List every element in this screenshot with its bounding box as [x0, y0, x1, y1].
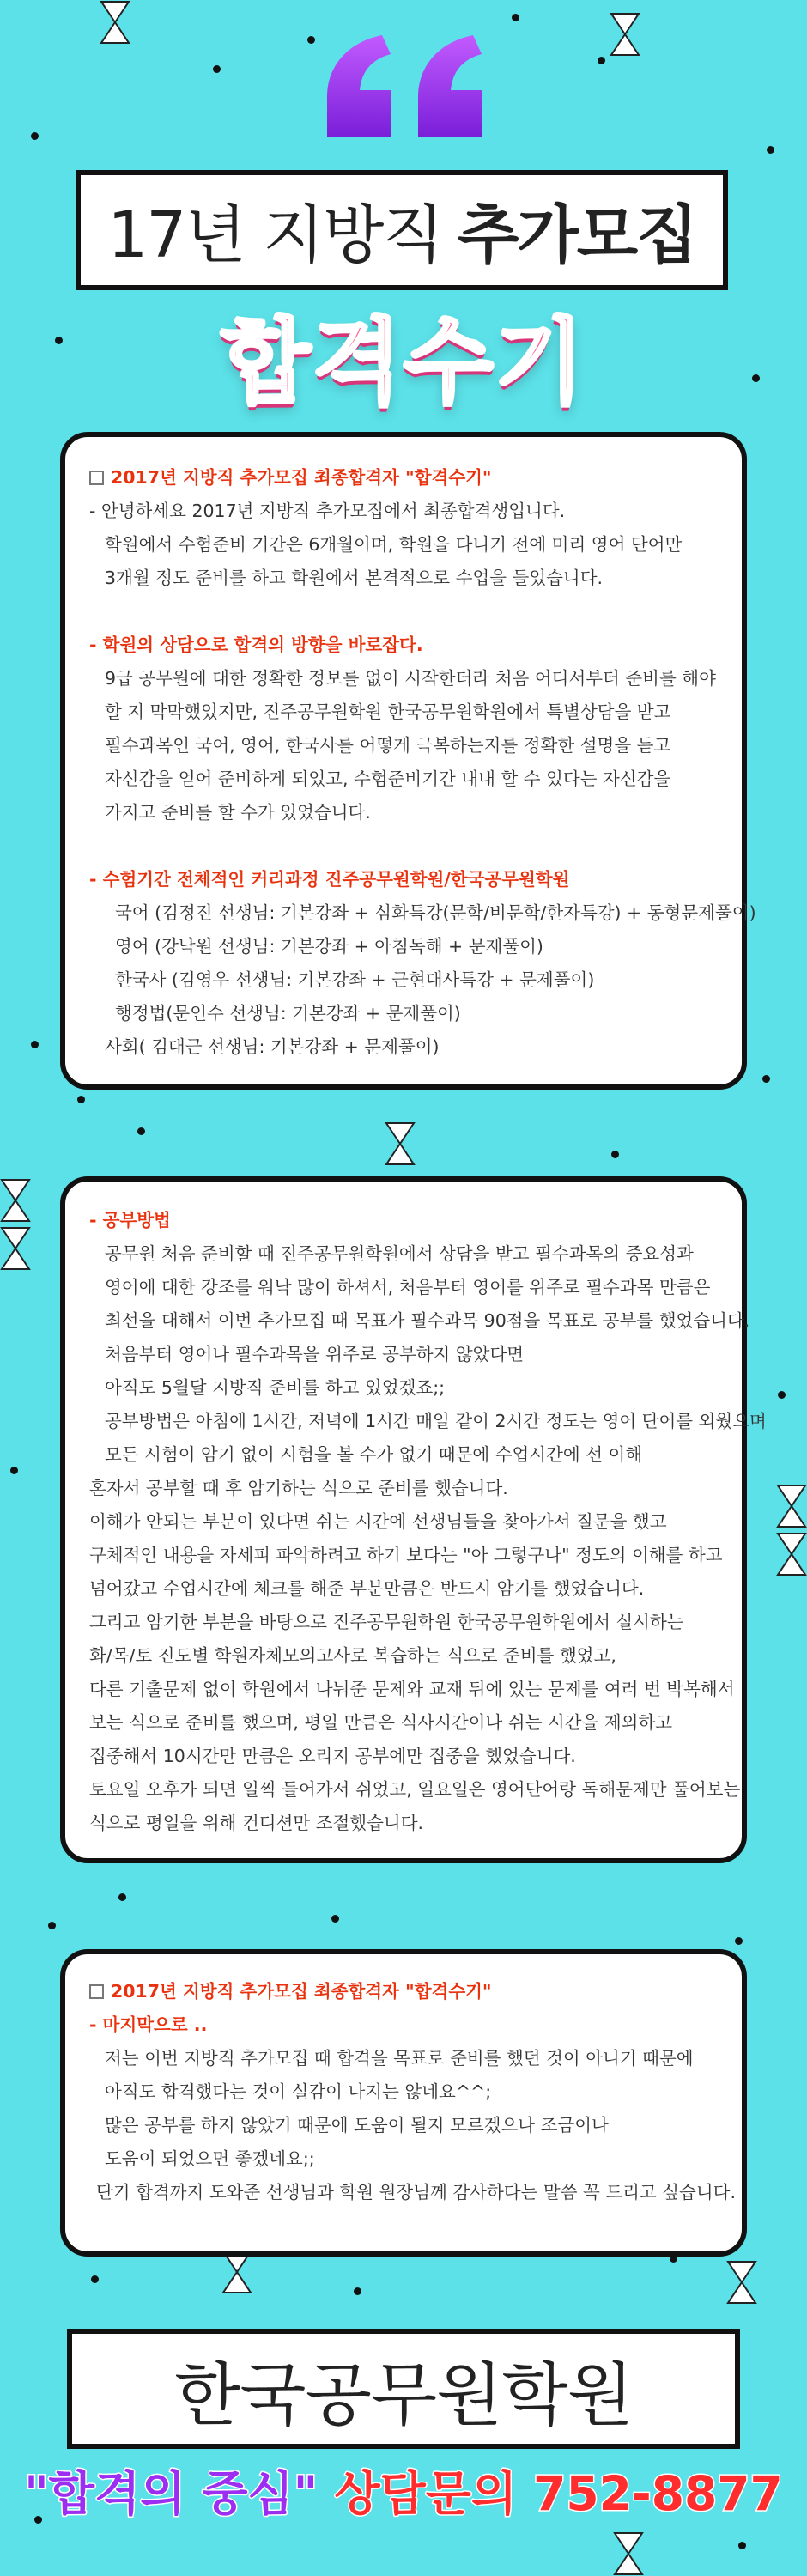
decor-dot [767, 146, 774, 154]
card-heading-text: 2017년 지방직 추가모집 최종합격자 "합격수기" [111, 467, 492, 488]
method-line: 공무원 처음 준비할 때 진주공무원학원에서 상담을 받고 필수과목의 중요성과 [105, 1243, 694, 1264]
section-title: - 공부방법 [89, 1210, 171, 1230]
decor-dot [31, 132, 39, 140]
intro-line: 학원에서 수험준비 기간은 6개월이며, 학원을 다니기 전에 미리 영어 단어만 [105, 534, 683, 555]
hourglass-icon [613, 2531, 644, 2576]
closing-line: 단기 합격까지 도와준 선생님과 학원 원장님께 감사하다는 말씀 꼭 드리고 싶습니다. [96, 2182, 736, 2202]
card-heading [89, 1975, 721, 2008]
decor-dot [213, 65, 221, 73]
closing-line: 많은 공부를 하지 않았기 때문에 도움이 될지 모르겠으나 조금이나 [105, 2115, 609, 2136]
section-line: 할 지 막막했었지만, 진주공무원학원 한국공무원학원에서 특별상담을 받고 [105, 702, 671, 722]
section-title: - 학원의 상담으로 합격의 방향을 바로잡다. [89, 635, 423, 655]
method-line: 식으로 평일을 위해 컨디션만 조절했습니다. [89, 1813, 424, 1833]
academy-name: 한국공무원학원 [174, 2354, 633, 2435]
decor-dot [738, 2542, 746, 2549]
curriculum-line: 국어 (김정진 선생님: 기본강좌 + 심화특강(문학/비문학/한자특강) + 동형문제풀이) [115, 902, 756, 923]
hourglass-icon [100, 0, 130, 45]
section-line: 자신감을 얻어 준비하게 되었고, 수험준비기간 내내 할 수 있다는 자신감을 [105, 769, 671, 789]
decor-dot [354, 2287, 361, 2295]
closing-line: 도움이 되었으면 좋겠네요;; [105, 2148, 315, 2169]
decor-dot [778, 1391, 786, 1399]
intro-line: 3개월 정도 준비를 하고 학원에서 본격적으로 수업을 들었습니다. [105, 568, 604, 588]
slogan: "합격의 중심" [24, 2466, 319, 2521]
decor-dot [307, 36, 315, 44]
closing-line: 저는 이번 지방직 추가모집 때 합격을 목표로 준비를 했던 것이 아니기 때문에 [105, 2048, 694, 2069]
study-method-card [60, 1176, 767, 1863]
method-line: 보는 식으로 준비를 했으며, 평일 만큼은 식사시간이나 쉬는 시간을 제외하고 [89, 1712, 673, 1733]
checkbox-icon [89, 1984, 104, 1999]
method-line: 이해가 안되는 부분이 있다면 쉬는 시간에 선생님들을 찾아가서 질문을 했고 [89, 1511, 667, 1532]
card-heading-text: 2017년 지방직 추가모집 최종합격자 "합격수기" [111, 1981, 492, 2002]
decor-dot [48, 1922, 56, 1929]
hourglass-icon [385, 1121, 416, 1166]
decor-dot [512, 14, 519, 21]
section-line: 필수과목인 국어, 영어, 한국사를 어떻게 극복하는지를 정확한 설명을 듣고 [105, 735, 671, 756]
decor-dot [137, 1127, 145, 1135]
decor-dot [10, 1467, 18, 1474]
title-bold: 추가모집 [457, 198, 696, 272]
method-line: 아직도 5월달 지방직 준비를 하고 있었겠죠;; [105, 1377, 446, 1398]
decor-dot [31, 1041, 39, 1048]
method-line: 집중해서 10시간만 만큼은 오리지 공부에만 집중을 했었습니다. [89, 1746, 576, 1766]
decor-dot [331, 1915, 339, 1923]
decor-dot [118, 1893, 126, 1901]
section-line: 9급 공무원에 대한 정확한 정보를 없이 시작한터라 처음 어디서부터 준비를 해야 [105, 668, 716, 689]
academy-name-box [67, 2329, 740, 2449]
method-line: 화/목/토 진도별 학원자체모의고사로 복습하는 식으로 준비를 했었고, [89, 1645, 616, 1666]
card-heading [89, 461, 721, 495]
method-line: 토요일 오후가 되면 일찍 들어가서 쉬었고, 일요일은 영어단어랑 독해문제만 풀어보는 [89, 1779, 741, 1800]
decor-dot [735, 1937, 743, 1945]
hourglass-icon [726, 2260, 757, 2305]
method-line: 최선을 대해서 이번 추가모집 때 목표가 필수과목 90점을 목표로 공부를 했었습니다. [105, 1310, 750, 1331]
section-title: - 마지막으로 .. [89, 2014, 208, 2035]
section-title: - 수험기간 전체적인 커리과정 진주공무원학원/한국공무원학원 [89, 869, 570, 890]
method-line: 혼자서 공부할 때 후 암기하는 식으로 준비를 했습니다. [89, 1478, 508, 1498]
contact-line [0, 2456, 807, 2524]
hourglass-icon [610, 12, 640, 57]
decor-dot [77, 1096, 85, 1103]
quote-mark-icon [322, 30, 485, 142]
decor-dot [598, 57, 605, 64]
method-line: 영어에 대한 강조를 워낙 많이 하셔서, 처음부터 영어를 위주로 필수과목 만큼은 [105, 1277, 711, 1297]
hourglass-icon [776, 1532, 807, 1577]
title-box [76, 170, 728, 290]
method-line: 구체적인 내용을 자세피 파악하려고 하기 보다는 "아 그렇구나" 정도의 이해를 하고 [89, 1545, 723, 1565]
curriculum-line: 영어 (강낙원 선생님: 기본강좌 + 아침독해 + 문제풀이) [115, 936, 543, 957]
checkbox-icon [89, 471, 104, 485]
curriculum-line: 행정법(문인수 선생님: 기본강좌 + 문제풀이) [115, 1003, 461, 1024]
hourglass-icon [776, 1484, 807, 1528]
method-line: 넘어갔고 수업시간에 체크를 해준 부분만큼은 반드시 암기를 했었습니다. [89, 1578, 645, 1599]
intro-card [60, 432, 756, 1090]
contact-phone[interactable]: 상담문의 752-8877 [334, 2466, 783, 2521]
method-line: 다른 기출문제 없이 학원에서 나눠준 문제와 교재 뒤에 있는 문제를 여러 번 박복해서 [89, 1679, 735, 1699]
decor-dot [611, 1151, 619, 1158]
decor-dot [762, 1075, 770, 1083]
title-main: 17년 지방직 [107, 198, 442, 272]
intro-line: - 안녕하세요 2017년 지방직 추가모집에서 최종합격생입니다. [89, 501, 566, 521]
curriculum-line: 한국사 (김영우 선생님: 기본강좌 + 근현대사특강 + 문제풀이) [115, 969, 595, 990]
closing-card [60, 1949, 747, 2257]
method-line: 모든 시험이 암기 없이 시험을 볼 수가 없기 때문에 수업시간에 선 이해 [105, 1444, 643, 1465]
hourglass-icon [0, 1226, 31, 1271]
closing-line: 아직도 합격했다는 것이 실감이 나지는 않네요^^; [105, 2081, 492, 2102]
subtitle-heading: 합격수기 [221, 309, 586, 416]
section-line: 가지고 준비를 할 수가 있었습니다. [105, 802, 371, 823]
hourglass-icon [0, 1178, 31, 1223]
decor-dot [91, 2275, 99, 2283]
method-line: 그리고 암기한 부분을 바탕으로 진주공무원학원 한국공무원학원에서 실시하는 [89, 1612, 684, 1632]
curriculum-line: 사회( 김대근 선생님: 기본강좌 + 문제풀이) [105, 1036, 440, 1057]
method-line: 처음부터 영어나 필수과목을 위주로 공부하지 않았다면 [105, 1344, 525, 1364]
method-line: 공부방법은 아침에 1시간, 저녁에 1시간 매일 같이 2시간 정도는 영어 단어를 외웠으며 [105, 1411, 767, 1431]
